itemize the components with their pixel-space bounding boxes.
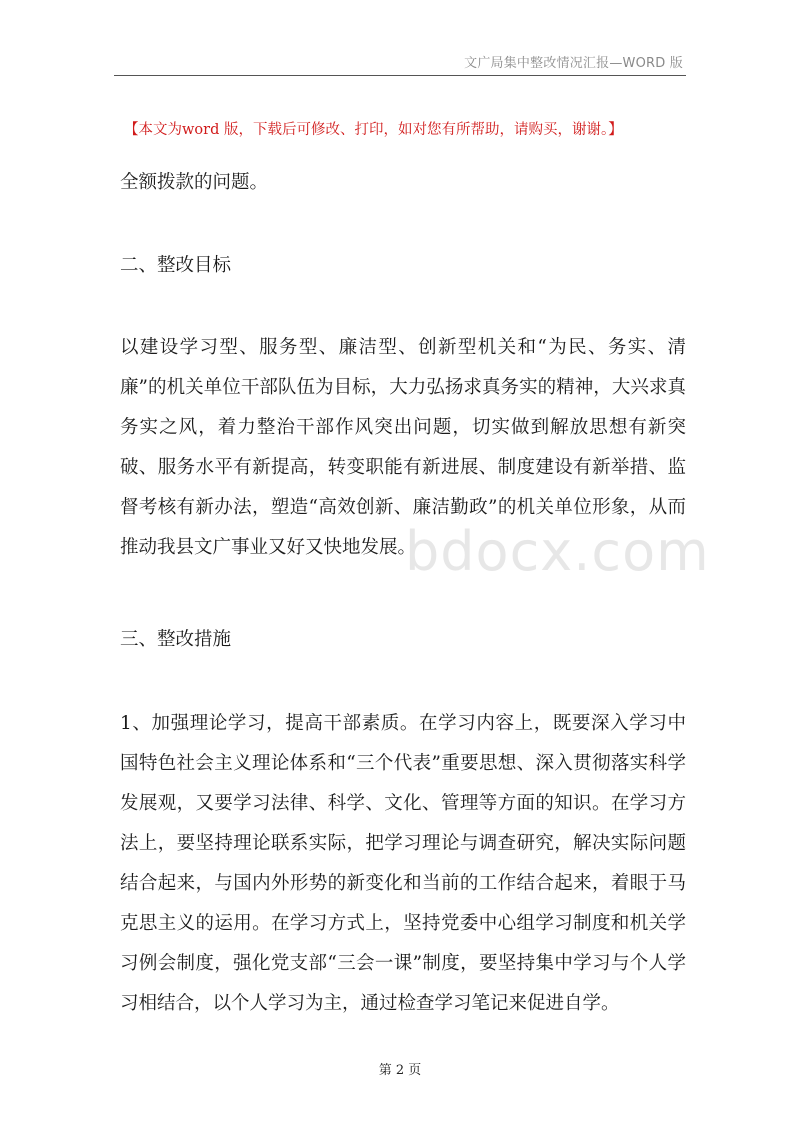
watermark: bdocx.com [405, 520, 710, 583]
paragraph-measures: 1、加强理论学习，提高干部素质。在学习内容上，既要深入学习中国特色社会主义理论体系和“三个代表”重要思想、深入贯彻落实科学发展观，又要学习法律、科学、文化、管理等方面的知识。在学习方法上，要坚持理论联系实际，把学习理论与调查研究，解决实际问题结合起来，与国内外形势的新变化和当前的工作结合起来，着眼于马克思主义的运用。在学习方式上，坚持党委中心组学习制度和机关学习例会制度，强化党支部“三会一课”制度，要坚持集中学习与个人学习相结合，以个人学习为主，通过检查学习笔记来促进自学。 [120, 713, 686, 1014]
running-header: 文广局集中整改情况汇报—WORD 版 [464, 56, 683, 71]
paragraph-goals: 以建设学习型、服务型、廉洁型、创新型机关和“为民、务实、清廉”的机关单位干部队伍为目标，大力弘扬求真务实的精神，大兴求真务实之风，着力整治干部作风突出问题，切实做到解放思想有新突破、服务水平有新提高，转变职能有新进展、制度建设有新举措、监督考核有新办法，塑造“高效创新、廉洁勤政”的机关单位形象，从而推动我县文广事业又好又快地发展。 [120, 337, 686, 558]
page-number: 第 2 页 [378, 1063, 422, 1078]
section-heading-goals: 二、整改目标 [120, 255, 232, 276]
download-notice: 【本文为word 版，下载后可修改、打印，如对您有所帮助，请购买，谢谢。】 [124, 122, 623, 138]
header-divider [114, 75, 686, 76]
section-heading-measures: 三、整改措施 [120, 629, 232, 650]
paragraph-continuation: 全额拨款的问题。 [120, 172, 269, 193]
